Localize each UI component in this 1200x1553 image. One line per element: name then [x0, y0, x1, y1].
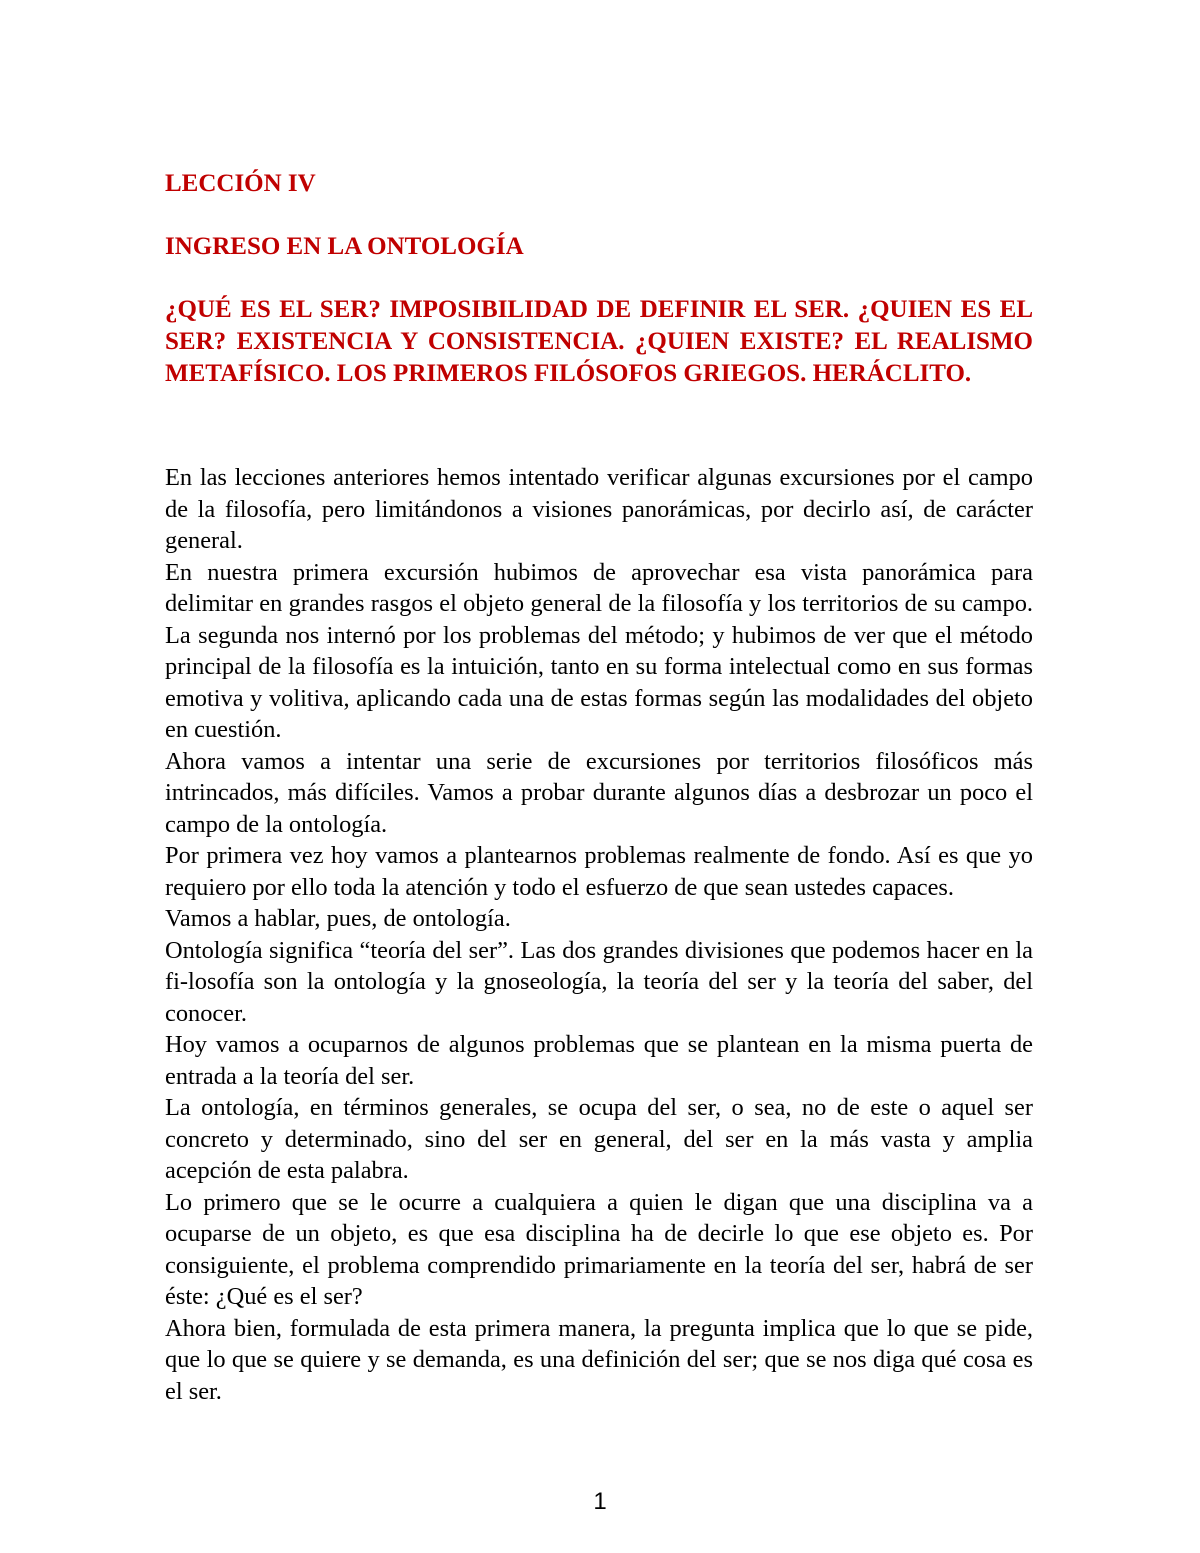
- paragraph: Por primera vez hoy vamos a plantearnos problemas realmente de fondo. Así es que yo requiero por ello toda la atención y todo el esfuerzo de que sean ustedes capaces.: [165, 842, 1033, 901]
- paragraph: Hoy vamos a ocuparnos de algunos problemas que se plantean en la misma puerta de entrada a la teoría del ser.: [165, 1031, 1033, 1090]
- paragraph: En las lecciones anteriores hemos intentado verificar algunas excursiones por el campo de la filosofía, pero limitándonos a visiones panorámicas, por decirlo así, de carácter general.: [165, 464, 1033, 554]
- paragraph: En nuestra primera excursión hubimos de aprovechar esa vista panorámica para delimitar en grandes rasgos el objeto general de la filosofía y los territorios de su campo. La segunda nos internó por los problemas del método; y hubimos de ver que el método principal de la filosofía es la intuición, tanto en su forma intelectual como en sus formas emotiva y volitiva, aplicando cada una de estas formas según las modalidades del objeto en cuestión.: [165, 558, 1033, 743]
- paragraph: Ontología significa “teoría del ser”. Las dos grandes divisiones que podemos hacer en la fi-losofía son la ontología y la gnoseología, la teoría del ser y la teoría del saber, del conocer.: [165, 936, 1033, 1027]
- paragraph: Vamos a hablar, pues, de ontología.: [165, 905, 511, 932]
- lesson-title: LECCIÓN IV: [165, 170, 316, 197]
- paragraph: Ahora bien, formulada de esta primera manera, la pregunta implica que lo que se pide, que lo que se quiere y se demanda, es una definición del ser; que se nos diga qué cosa es el ser.: [165, 1314, 1033, 1405]
- paragraph: La ontología, en términos generales, se ocupa del ser, o sea, no de este o aquel ser concreto y determinado, sino del ser en general, del ser en la más vasta y amplia acepción de esta palabra.: [165, 1094, 1033, 1184]
- page-number: 1: [593, 1488, 607, 1515]
- body-text: [165, 462, 1033, 1407]
- paragraph: Ahora vamos a intentar una serie de excursiones por territorios filosóficos más intrincados, más difíciles. Vamos a probar durante algunos días a desbrozar un poco el campo de la ontología.: [165, 747, 1033, 838]
- page-content: [165, 168, 1033, 1407]
- paragraph: Lo primero que se le ocurre a cualquiera a quien le digan que una disciplina va a ocuparse de un objeto, es que esa disciplina ha de decirle lo que ese objeto es. Por consiguiente, el problema comprendido primariamente en la teoría del ser, habrá de ser éste: ¿Qué es el ser?: [165, 1188, 1033, 1310]
- chapter-subtitle: ¿QUÉ ES EL SER? IMPOSIBILIDAD DE DEFINIR EL SER. ¿QUIEN ES EL SER? EXISTENCIA Y CONSISTENCIA. ¿QUIEN EXISTE? EL REALISMO METAFÍSICO. LOS PRIMEROS FILÓSOFOS GRIEGOS. HERÁCLITO.: [165, 296, 1033, 387]
- section-title: INGRESO EN LA ONTOLOGÍA: [165, 233, 524, 260]
